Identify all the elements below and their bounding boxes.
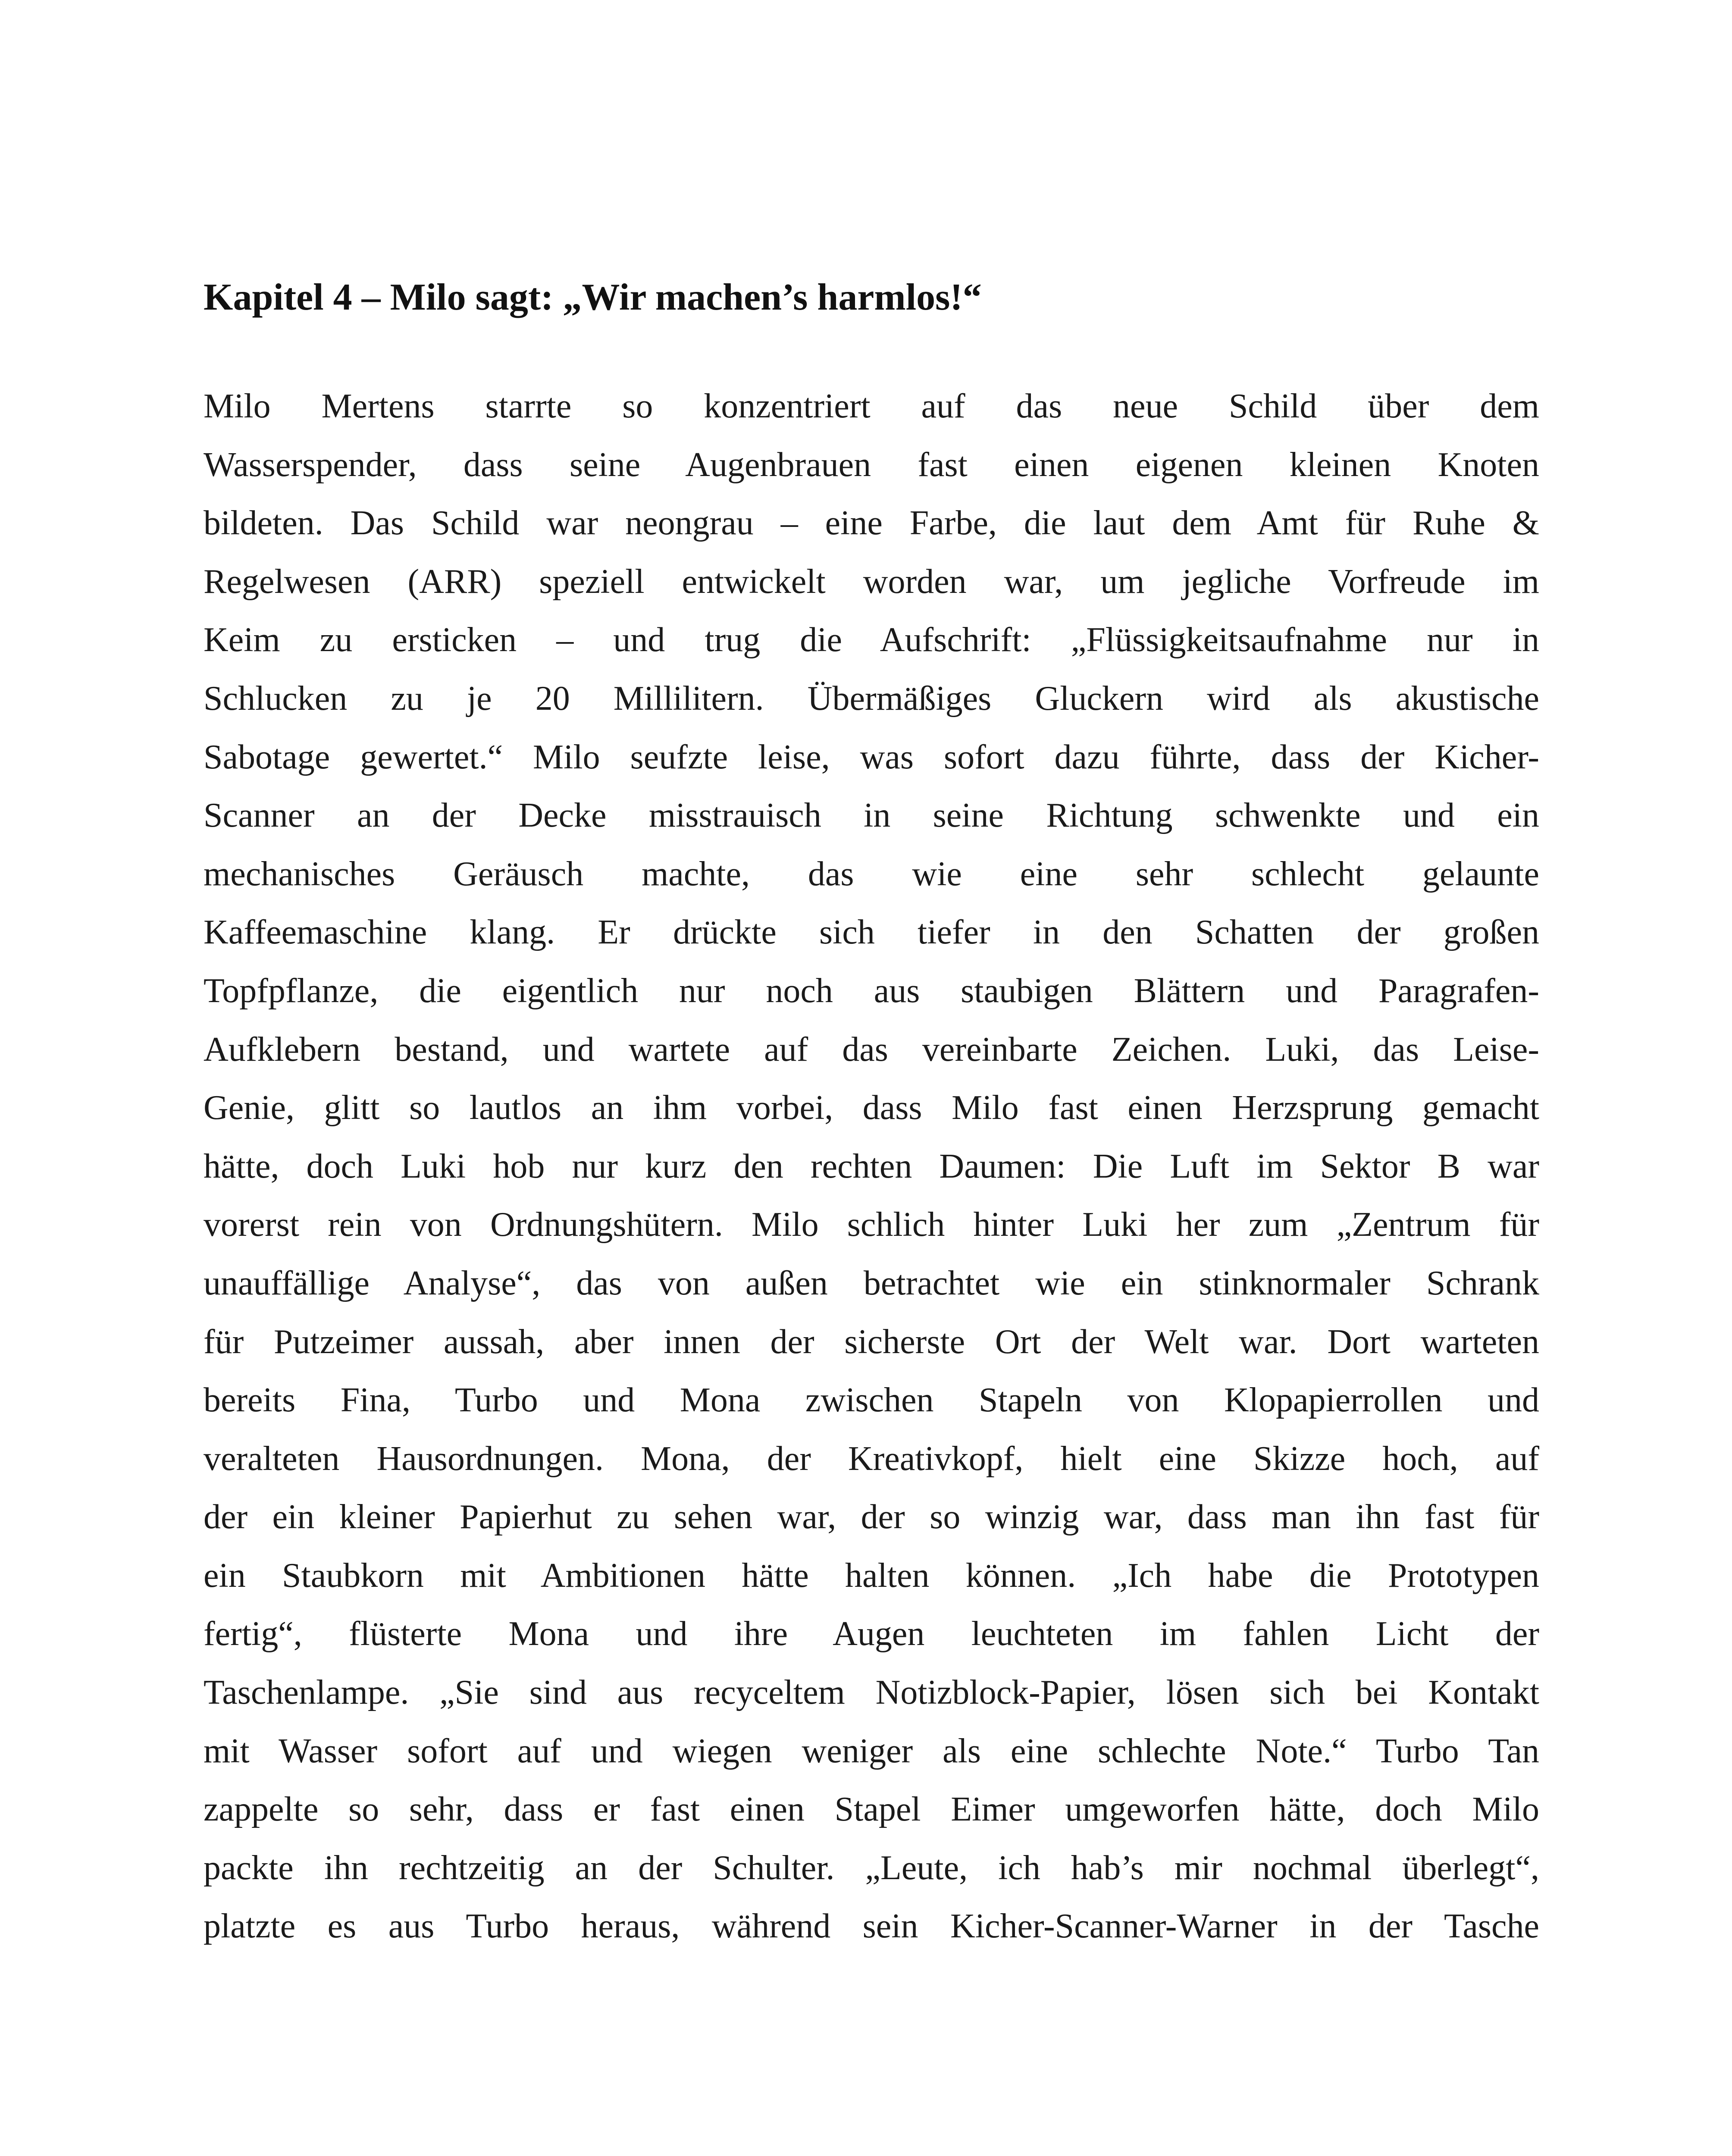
- text-line: fertig“, flüsterte Mona und ihre Augen leuchteten im fahlen Licht der: [204, 1615, 1539, 1653]
- text-line: bildeten. Das Schild war neongrau – eine Farbe, die laut dem Amt für Ruhe &: [204, 504, 1539, 542]
- text-line: Schlucken zu je 20 Millilitern. Übermäßiges Gluckern wird als akustische: [204, 679, 1539, 718]
- text-line: Keim zu ersticken – und trug die Aufschrift: „Flüssigkeitsaufnahme nur in: [204, 621, 1539, 659]
- text-line: zappelte so sehr, dass er fast einen Stapel Eimer umgeworfen hätte, doch Milo: [204, 1790, 1539, 1829]
- text-line: für Putzeimer aussah, aber innen der sicherste Ort der Welt war. Dort warteten: [204, 1322, 1539, 1361]
- text-line: platzte es aus Turbo heraus, während sein Kicher-Scanner-Warner in der Tasche: [204, 1907, 1539, 1946]
- text-line: ein Staubkorn mit Ambitionen hätte halten können. „Ich habe die Prototypen: [204, 1556, 1539, 1595]
- text-line: Scanner an der Decke misstrauisch in seine Richtung schwenkte und ein: [204, 796, 1539, 835]
- text-line: veralteten Hausordnungen. Mona, der Kreativkopf, hielt eine Skizze hoch, auf: [204, 1439, 1539, 1478]
- text-line: Genie, glitt so lautlos an ihm vorbei, dass Milo fast einen Herzsprung gemacht: [204, 1089, 1539, 1127]
- text-line: Sabotage gewertet.“ Milo seufzte leise, was sofort dazu führte, dass der Kicher-: [204, 738, 1539, 776]
- text-line: Milo Mertens starrte so konzentriert auf das neue Schild über dem: [204, 387, 1539, 425]
- text-line: vorerst rein von Ordnungshütern. Milo schlich hinter Luki her zum „Zentrum für: [204, 1206, 1539, 1244]
- text-line: bereits Fina, Turbo und Mona zwischen Stapeln von Klopapierrollen und: [204, 1381, 1539, 1420]
- text-line: Kaffeemaschine klang. Er drückte sich tiefer in den Schatten der großen: [204, 913, 1539, 952]
- text-line: Regelwesen (ARR) speziell entwickelt worden war, um jegliche Vorfreude im: [204, 562, 1539, 601]
- page-content: [204, 272, 1539, 1956]
- chapter-title: Kapitel 4 – Milo sagt: „Wir machen’s harmlos!“: [204, 276, 982, 318]
- text-line: Wasserspender, dass seine Augenbrauen fast einen eigenen kleinen Knoten: [204, 445, 1539, 484]
- text-line: unauffällige Analyse“, das von außen betrachtet wie ein stinknormaler Schrank: [204, 1264, 1539, 1302]
- text-line: packte ihn rechtzeitig an der Schulter. „Leute, ich hab’s mir nochmal überlegt“,: [204, 1849, 1539, 1887]
- body-paragraph: [204, 377, 1539, 1956]
- text-line: hätte, doch Luki hob nur kurz den rechten Daumen: Die Luft im Sektor B war: [204, 1147, 1539, 1185]
- text-line: Taschenlampe. „Sie sind aus recyceltem Notizblock-Papier, lösen sich bei Kontakt: [204, 1673, 1539, 1712]
- text-line: mit Wasser sofort auf und wiegen weniger als eine schlechte Note.“ Turbo Tan: [204, 1732, 1539, 1770]
- text-line: Topfpflanze, die eigentlich nur noch aus staubigen Blättern und Paragrafen-: [204, 971, 1539, 1010]
- text-line: Aufklebern bestand, und wartete auf das vereinbarte Zeichen. Luki, das Leise-: [204, 1030, 1539, 1069]
- text-line: mechanisches Geräusch machte, das wie eine sehr schlecht gelaunte: [204, 855, 1539, 893]
- text-line: der ein kleiner Papierhut zu sehen war, der so winzig war, dass man ihn fast für: [204, 1498, 1539, 1536]
